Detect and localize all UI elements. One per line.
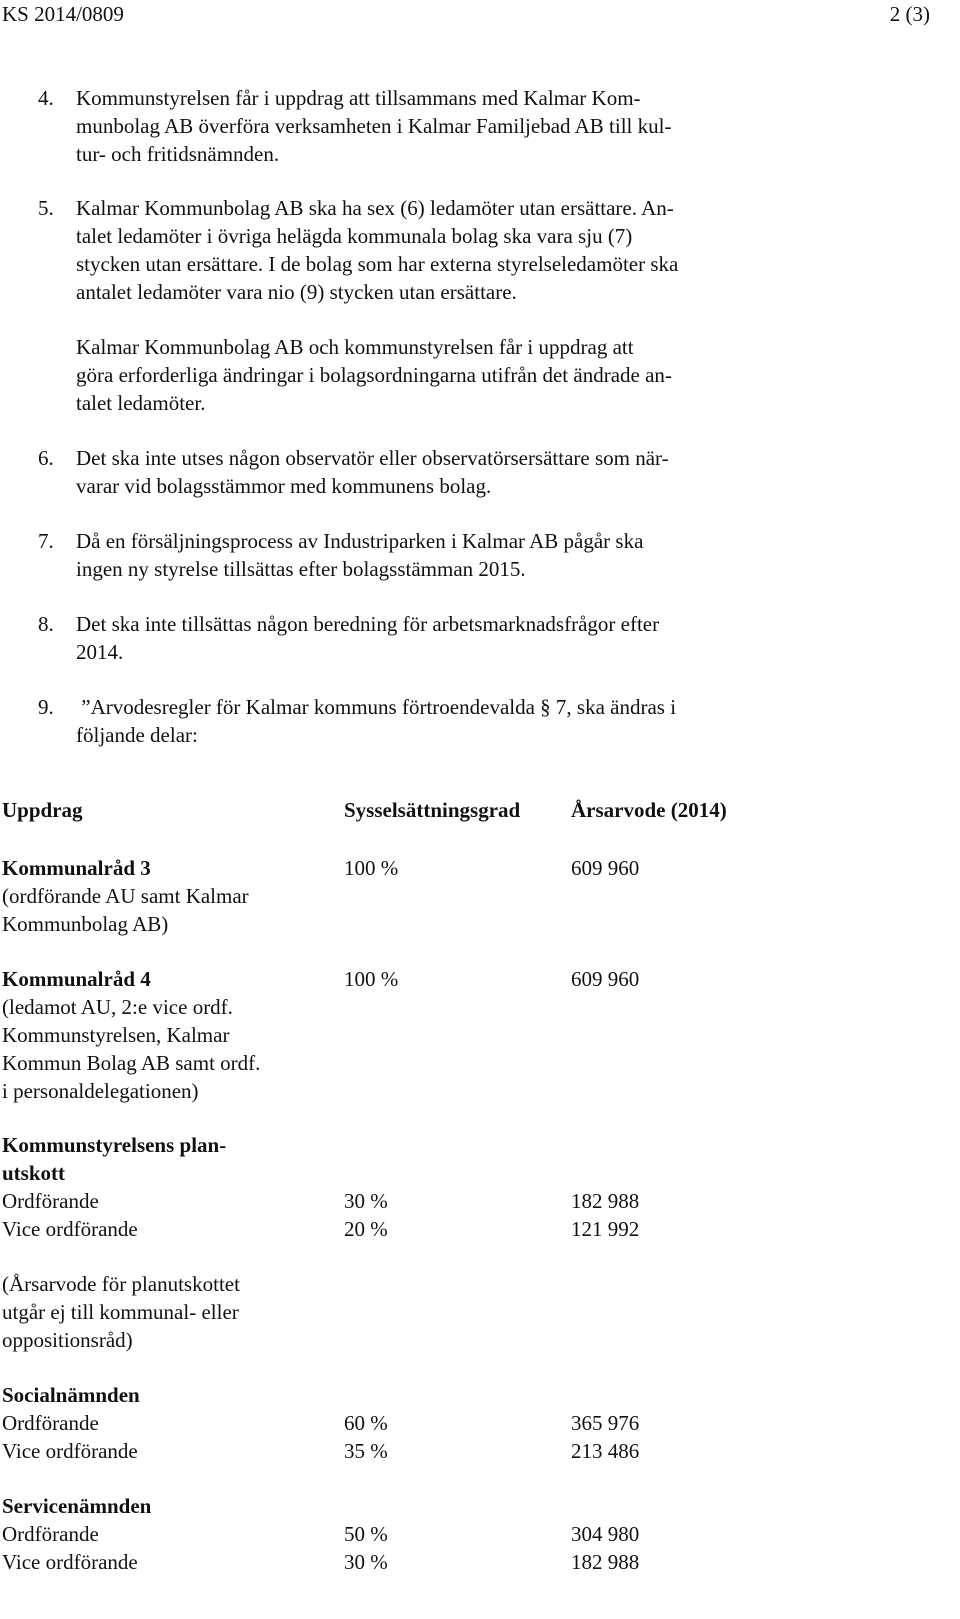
row-employment-grade: 30 % [344,1550,388,1574]
page-number: 2 (3) [889,2,930,26]
table-group [0,854,930,938]
row-annual-fee: 121 992 [571,1217,640,1241]
row-label: oppositionsråd) [2,1328,133,1352]
fee-table [0,796,930,1574]
row-label: Vice ordförande [2,1550,138,1574]
list-item-text: ”Arvodesregler för Kalmar kommuns förtroendevalda § 7, ska ändras i följande delar: [76,695,677,747]
list-item-text: Kommunstyrelsen får i uppdrag att tillsammans med Kalmar Kom- munbolag AB överföra verksamheten i Kalmar Familjebad AB till kul- tur- och fritidsnämnden. [76,86,672,166]
table-row [0,910,930,938]
list-item-8 [38,610,758,666]
table-row [0,1187,930,1215]
table-header-row [0,796,930,832]
table-row [0,1131,930,1159]
row-label: Ordförande [2,1411,99,1435]
table-group [0,1131,930,1243]
row-employment-grade: 35 % [344,1439,388,1463]
list-item-number: 4. [38,86,54,110]
row-label: utskott [2,1161,66,1185]
row-employment-grade: 100 % [344,856,399,880]
list-item-5 [38,194,758,306]
table-row [0,882,930,910]
list-item-text: Då en försäljningsprocess av Industriparken i Kalmar AB pågår ska ingen ny styrelse tillsättas efter bolagsstämman 2015. [76,529,644,581]
table-row [0,1520,930,1548]
column-header-uppdrag: Uppdrag [2,798,83,822]
row-employment-grade: 100 % [344,967,399,991]
list-item-number: 5. [38,196,54,220]
table-row [0,993,930,1021]
row-label: (ordförande AU samt Kalmar [2,884,249,908]
row-label: (Årsarvode för planutskottet [2,1272,240,1296]
row-annual-fee: 182 988 [571,1550,640,1574]
list-item-4 [38,84,758,168]
list-item-6 [38,444,758,500]
list-item-text: Det ska inte utses någon observatör eller observatörsersättare som när- varar vid bolagsstämmor med kommunens bolag. [76,446,669,498]
table-row [0,1298,930,1326]
row-label: Kommunbolag AB) [2,912,169,936]
table-row [0,965,930,993]
table-row [0,1021,930,1049]
row-annual-fee: 609 960 [571,856,640,880]
paragraph-continuation [76,333,758,417]
column-header-arsarvode: Årsarvode (2014) [571,798,727,822]
row-label: Socialnämnden [2,1383,140,1407]
row-label: Ordförande [2,1522,99,1546]
table-group [0,1381,930,1465]
table-row [0,1381,930,1409]
table-group [0,1270,930,1354]
row-employment-grade: 50 % [344,1522,388,1546]
table-row [0,1049,930,1077]
table-group [0,1492,930,1576]
row-employment-grade: 60 % [344,1411,388,1435]
row-label: Kommunstyrelsen, Kalmar [2,1023,230,1047]
list-item-number: 6. [38,446,54,470]
row-label: Servicenämnden [2,1494,152,1518]
row-label: utgår ej till kommunal- eller [2,1300,239,1324]
row-label: Kommunalråd 3 [2,856,151,880]
row-label: Kommunalråd 4 [2,967,151,991]
list-item-number: 9. [38,695,54,719]
row-label: (ledamot AU, 2:e vice ordf. [2,995,233,1019]
table-row [0,1326,930,1354]
list-item-7 [38,527,758,583]
row-label: i personaldelegationen) [2,1079,199,1103]
page-header [0,0,930,28]
list-item-text: Det ska inte tillsättas någon beredning för arbetsmarknadsfrågor efter 2014. [76,612,660,664]
document-reference: KS 2014/0809 [2,2,124,26]
row-employment-grade: 20 % [344,1217,388,1241]
row-annual-fee: 182 988 [571,1189,640,1213]
row-annual-fee: 213 486 [571,1439,640,1463]
row-label: Vice ordförande [2,1439,138,1463]
table-row [0,1437,930,1465]
list-item-number: 7. [38,529,54,553]
table-row [0,1159,930,1187]
table-row [0,1492,930,1520]
row-annual-fee: 365 976 [571,1411,640,1435]
table-row [0,1215,930,1243]
table-row [0,1270,930,1298]
table-group [0,965,930,1105]
column-header-sysselsattningsgrad: Sysselsättningsgrad [344,798,521,822]
table-row [0,1548,930,1576]
list-item-9 [38,693,758,749]
list-item-text: Kalmar Kommunbolag AB ska ha sex (6) ledamöter utan ersättare. An- talet ledamöter i övriga helägda kommunala bolag ska vara sju (7) stycken utan ersättare. I de bolag som har externa styrelseledamöter ska antalet ledamöter vara nio (9) stycken utan ersättare. [76,196,679,304]
row-annual-fee: 609 960 [571,967,640,991]
row-label: Kommun Bolag AB samt ordf. [2,1051,261,1075]
table-row [0,1077,930,1105]
row-annual-fee: 304 980 [571,1522,640,1546]
table-row [0,854,930,882]
table-row [0,1409,930,1437]
row-label: Ordförande [2,1189,99,1213]
row-employment-grade: 30 % [344,1189,388,1213]
row-label: Kommunstyrelsens plan- [2,1133,227,1157]
paragraph-text: Kalmar Kommunbolag AB och kommunstyrelsen får i uppdrag att göra erforderliga ändringar i bolagsordningarna utifrån det ändrade an- talet ledamöter. [76,335,672,415]
list-item-number: 8. [38,612,54,636]
row-label: Vice ordförande [2,1217,138,1241]
